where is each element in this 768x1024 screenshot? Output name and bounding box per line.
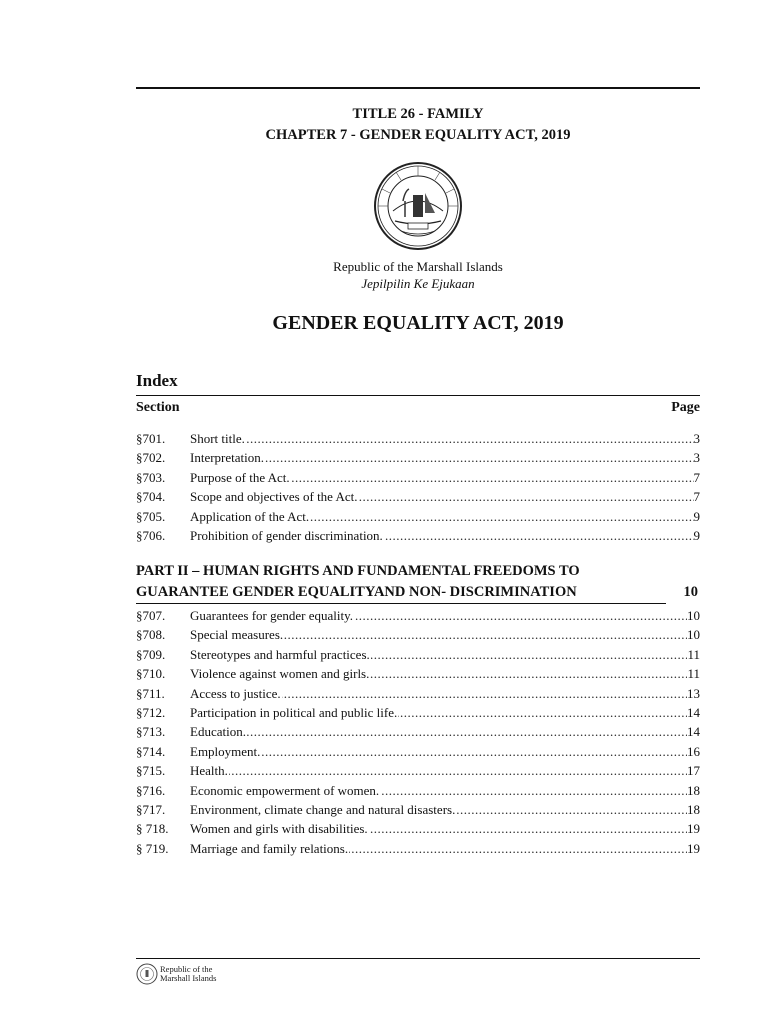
section-page: 16 (687, 742, 700, 761)
section-number: § 719. (136, 840, 169, 856)
section-title: Economic empowerment of women. (190, 782, 380, 798)
toc-row[interactable] (136, 761, 700, 780)
toc-row[interactable] (136, 742, 700, 761)
index-title: Index (136, 371, 178, 390)
footer-line-1: Republic of the (160, 964, 213, 974)
toc-row[interactable] (136, 507, 700, 526)
section-title: Guarantees for gender equality. (190, 608, 354, 623)
section-number: §705. (136, 508, 166, 524)
section-title: Participation in political and public life. (190, 704, 398, 720)
section-page: 18 (687, 800, 700, 819)
toc-row[interactable] (136, 487, 700, 506)
section-number: §707. (136, 608, 166, 623)
section-number: §711. (136, 685, 165, 701)
section-page: 10 (687, 606, 700, 625)
toc-row[interactable] (136, 800, 700, 819)
toc-row[interactable] (136, 429, 700, 448)
section-number: §713. (136, 724, 166, 740)
act-title: GENDER EQUALITY ACT, 2019 (272, 312, 564, 334)
section-page: 9 (694, 526, 701, 545)
footer-line-2: Marshall Islands (160, 973, 217, 983)
section-page: 18 (687, 781, 700, 800)
part-2-page: 10 (683, 583, 698, 600)
section-page: 13 (687, 684, 700, 703)
footer-publisher (160, 965, 216, 983)
toc-row[interactable] (136, 606, 700, 625)
section-page: 14 (687, 722, 700, 741)
toc-row[interactable] (136, 684, 700, 703)
toc-row[interactable] (136, 819, 700, 838)
section-number: §716. (136, 782, 166, 798)
section-title: Purpose of the Act. (190, 469, 290, 485)
section-title: Marriage and family relations. (190, 840, 349, 856)
section-number: §709. (136, 646, 166, 662)
part-2-heading-line-1: PART II – HUMAN RIGHTS AND FUNDAMENTAL FREEDOMS TO (136, 563, 580, 579)
issuer-name: Republic of the Marshall Islands (333, 259, 503, 274)
top-rule (136, 87, 700, 89)
section-page: 17 (687, 761, 700, 780)
section-title: Application of the Act. (190, 508, 310, 524)
toc-row[interactable] (136, 703, 700, 722)
toc-row[interactable] (136, 526, 700, 545)
section-page: 3 (694, 429, 701, 448)
issuer-motto: Jepilpilin Ke Ejukaan (361, 276, 475, 291)
section-number: §708. (136, 627, 166, 643)
section-number: §703. (136, 469, 166, 485)
section-number: §704. (136, 489, 166, 505)
section-page: 10 (687, 625, 700, 644)
section-title: Education. (190, 724, 246, 740)
section-title: Stereotypes and harmful practices. (190, 646, 370, 662)
section-number: §714. (136, 743, 166, 759)
toc-row[interactable] (136, 839, 700, 858)
section-number: §701. (136, 431, 166, 446)
section-title: Special measures. (190, 627, 284, 643)
section-number: §715. (136, 763, 166, 779)
section-page: 19 (687, 819, 700, 838)
page-column-label: Page (671, 400, 700, 415)
toc-row[interactable] (136, 468, 700, 487)
toc-row[interactable] (136, 781, 700, 800)
section-title: Scope and objectives of the Act. (190, 489, 358, 505)
title-heading: TITLE 26 - FAMILY (352, 106, 484, 122)
section-title: Access to justice. (190, 685, 281, 701)
section-page: 19 (687, 839, 700, 858)
section-number: §710. (136, 666, 166, 682)
national-seal-icon (373, 161, 463, 251)
part-2-heading-line-2: GUARANTEE GENDER EQUALITYAND NON- DISCRIMINATION (136, 583, 577, 600)
toc-row[interactable] (136, 448, 700, 467)
section-page: 14 (687, 703, 700, 722)
section-page: 7 (694, 487, 701, 506)
section-title: Violence against women and girls. (190, 666, 370, 682)
toc-row[interactable] (136, 722, 700, 741)
toc-part-2 (136, 606, 700, 858)
toc-part-1 (136, 429, 700, 545)
section-number: §717. (136, 801, 166, 817)
toc-row[interactable] (136, 625, 700, 644)
section-title: Short title. (190, 431, 245, 446)
section-number: §706. (136, 527, 166, 543)
chapter-heading: CHAPTER 7 - GENDER EQUALITY ACT, 2019 (265, 127, 571, 143)
toc-row[interactable] (136, 645, 700, 664)
section-title: Women and girls with disabilities. (190, 821, 368, 837)
part-2-heading (136, 561, 700, 602)
section-page: 3 (694, 448, 701, 467)
section-page: 11 (687, 645, 700, 664)
section-page: 7 (694, 468, 701, 487)
footer-seal-icon (136, 963, 158, 985)
section-number: § 718. (136, 821, 169, 837)
section-number: §712. (136, 704, 166, 720)
section-title: Prohibition of gender discrimination. (190, 527, 383, 543)
toc-row[interactable] (136, 664, 700, 683)
section-page: 9 (694, 507, 701, 526)
section-title: Employment. (190, 743, 261, 759)
footer-rule (136, 958, 700, 959)
section-title: Interpretation. (190, 450, 264, 466)
section-title: Environment, climate change and natural disasters. (190, 801, 456, 817)
section-page: 11 (687, 664, 700, 683)
part-2-rule (136, 603, 666, 604)
section-column-label: Section (136, 400, 180, 415)
section-title: Health. (190, 763, 228, 779)
section-number: §702. (136, 450, 166, 466)
index-rule (136, 395, 700, 396)
